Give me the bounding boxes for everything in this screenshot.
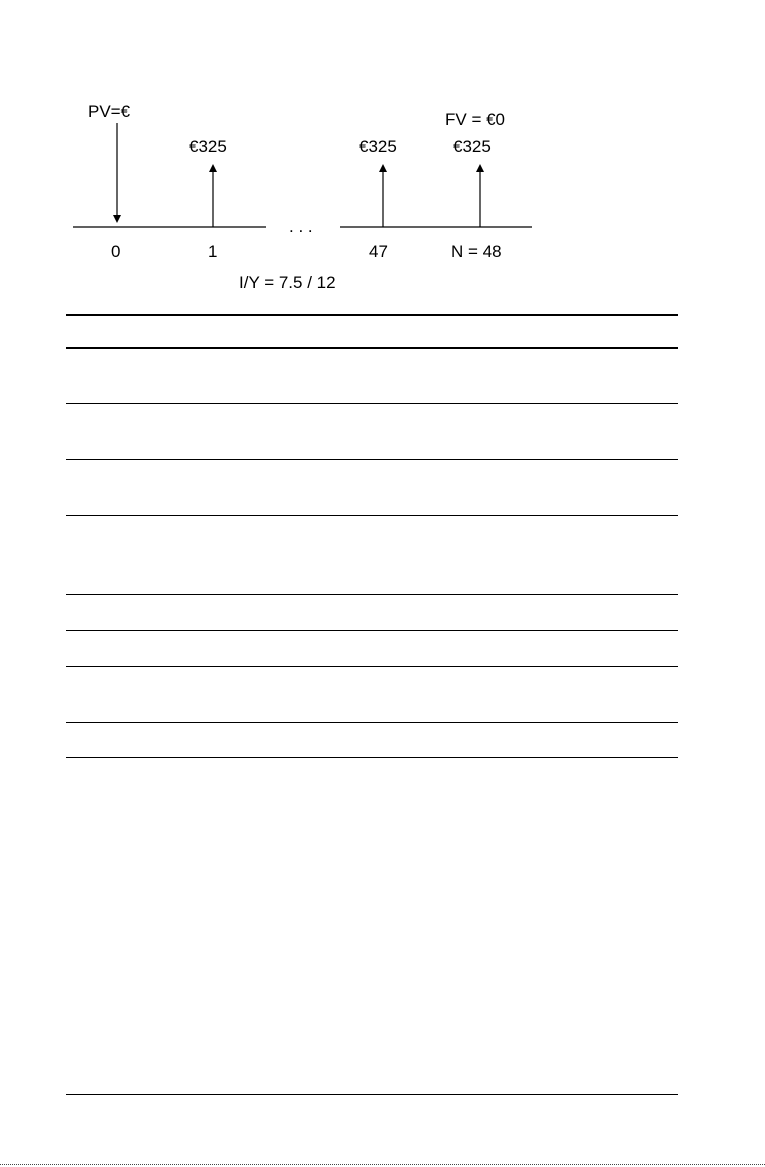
payment-label-1: €325 (189, 137, 227, 156)
footer-rule (66, 1094, 678, 1095)
ellipsis: . . . (289, 217, 313, 236)
table-rule-top (66, 314, 678, 316)
tick-label-1: 1 (208, 242, 218, 261)
table-rule (66, 459, 678, 460)
table-rule (66, 630, 678, 631)
table-rule (66, 722, 678, 723)
tick-label-48: N = 48 (451, 242, 502, 261)
payment-label-47: €325 (359, 137, 397, 156)
table-rule-header (66, 347, 678, 349)
rate-label: I/Y = 7.5 / 12 (239, 273, 336, 292)
tick-label-47: 47 (369, 242, 388, 261)
table-rule (66, 594, 678, 595)
payment-label-48: €325 (453, 137, 491, 156)
table-rule (66, 666, 678, 667)
pv-label: PV=€ (88, 102, 131, 121)
fv-label: FV = €0 (445, 110, 506, 129)
table-rule-bottom (66, 757, 678, 758)
cash-flow-timeline (0, 0, 765, 300)
page-edge-dots (0, 1164, 765, 1165)
table-rule (66, 515, 678, 516)
table-rule (66, 403, 678, 404)
tick-label-0: 0 (111, 242, 121, 261)
